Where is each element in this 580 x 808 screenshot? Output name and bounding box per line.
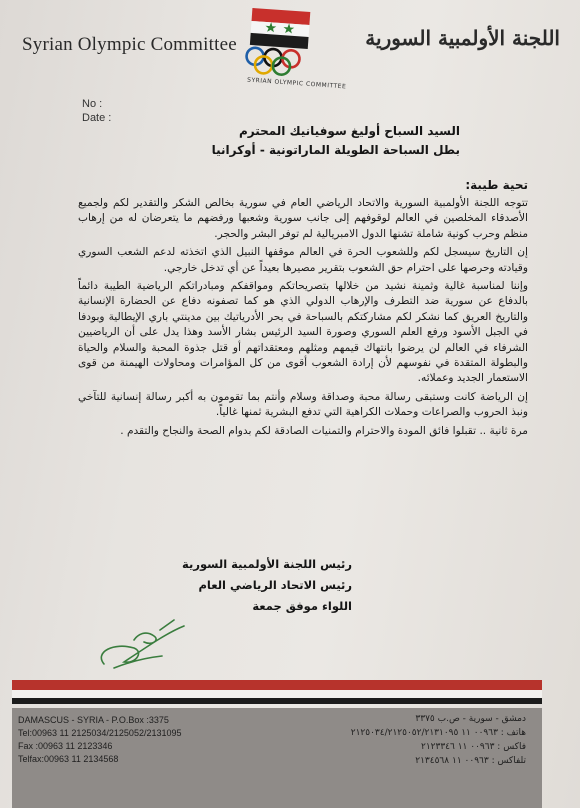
logo-caption: SYRIAN OLYMPIC COMMITTEE (246, 76, 347, 91)
footer-telfax-ar: تلفاكس : ٠٠٩٦٣ ١١ ٢١٣٤٥٦٨ (415, 756, 526, 766)
committee-title-en: Syrian Olympic Committee (22, 34, 237, 55)
date-label: Date : (82, 112, 112, 124)
footer-fax-en: Fax :00963 11 2123346 (18, 741, 113, 751)
signatory-title-2: رئيس الاتحاد الرياضي العام (198, 578, 352, 592)
footer-stripe-white (12, 690, 542, 698)
addressee-name: السيد السباح أوليغ سوفيانيك المحترم (238, 124, 460, 138)
footer-contact-en (18, 714, 182, 766)
signatory-name: اللواء موفق جمعة (252, 599, 352, 613)
paragraph-2: إن التاريخ سيسجل لكم وللشعوب الحرة في العالم موقفها النبيل الذي اتخذته لدعم الشعب السوري وقيادته وحرصها على احترام حق الشعوب بتقرير مصيرها بعيداً عن أي تدخل خارجي. (78, 246, 528, 274)
footer-stripe-red (12, 680, 542, 690)
addressee-title: بطل السباحة الطويلة الماراتونية - أوكرانيا (211, 143, 460, 157)
greeting: تحية طيبة: (465, 178, 528, 192)
paragraph-5: مرة ثانية .. تقبلوا فائق المودة والاحترام والتمنيات الصادقة لكم بدوام الصحة والنجاح والتقدم . (120, 424, 528, 437)
committee-title-ar: اللجنة الأولمبية السورية (365, 26, 560, 50)
signatory-title-1: رئيس اللجنة الأولمبية السورية (182, 557, 352, 571)
paragraph-1: تتوجه اللجنة الأولمبية السورية والاتحاد الرياضي العام في سورية بخالص الشكر والتقدير لكم ولجميع الأصدقاء المخلصين في العالم لوقوفهم إلى جانب سورية وشعبها ورفضهم ما يتعرضان له من إرهاب منظم وحرب كونية شاملة تشنها الدول الامبريالية لم توفر البشر والحجر. (78, 197, 528, 240)
handwritten-signature (74, 612, 204, 672)
paragraph-3: وإننا لمناسبة غالية وثمينة نشيد من خلالها بتصريحاتكم ومواقفكم ومبادراتكم الرياضية الطيبة دائماً بالدفاع عن سورية ضد التطرف والإرهاب الدولي الذي هو كما تصفونه دفاع عن الحضارة الإنسانية والتاريخ العريق كما نشكر لكم مشاركتكم بالسباحة في بحر الأدرياتيك بين مدينتي باري الإيطالية وبودفا في الجبل الأسود ورفع العلم السوري وصورة السيد الرئيس بشار الأسد وهذا يدل على أن الرياضيين الشرفاء في العالم لن يرضوا بانتهاك قيمهم ومثلهم ومعتقداتهم أو قتل جذوة المحبة والسلام والحياة والبطولة المتقدة في نفوسهم لأن إرادة الشعوب أقوى من كل المؤامرات ومحاولات الهيمنة من قوى الاستعمار الجديد وعملائه. (78, 280, 528, 385)
olympic-committee-logo (240, 6, 320, 82)
letter-body (78, 196, 528, 442)
footer-telfax-en: Telfax:00963 11 2134568 (18, 754, 119, 764)
footer-contact-ar (351, 712, 526, 768)
footer-fax-ar: فاكس : ٠٠٩٦٣ ١١ ٢١٢٣٣٤٦ (421, 742, 526, 752)
paragraph-4: إن الرياضة كانت وستبقى رسالة محبة وصداقة وسلام وأنتم بما تقومون به أكبر رسالة إنسانية للتآخي ونبذ الحروب والصراعات وحملات الكراهية التي تدفع البشرية ثمنها غالياً. (78, 390, 528, 419)
footer-tel-ar: هاتف : ٠٠٩٦٣ ١١ ٢١٢٥٠٣٤/٢١٢٥٠٥٢/٢١٣١٠٩٥ (350, 728, 526, 738)
footer-address-en: DAMASCUS - SYRIA - P.O.Box :3375 (18, 715, 169, 725)
footer-address-ar: دمشق - سورية - ص.ب ٣٣٧٥ (415, 714, 526, 724)
signatory-block (182, 554, 352, 617)
addressee-block (212, 122, 460, 160)
footer-stripe-black (12, 698, 542, 704)
reference-number-label: No : (82, 98, 103, 110)
footer-tel-en: Tel:00963 11 2125034/2125052/2131095 (18, 728, 182, 738)
